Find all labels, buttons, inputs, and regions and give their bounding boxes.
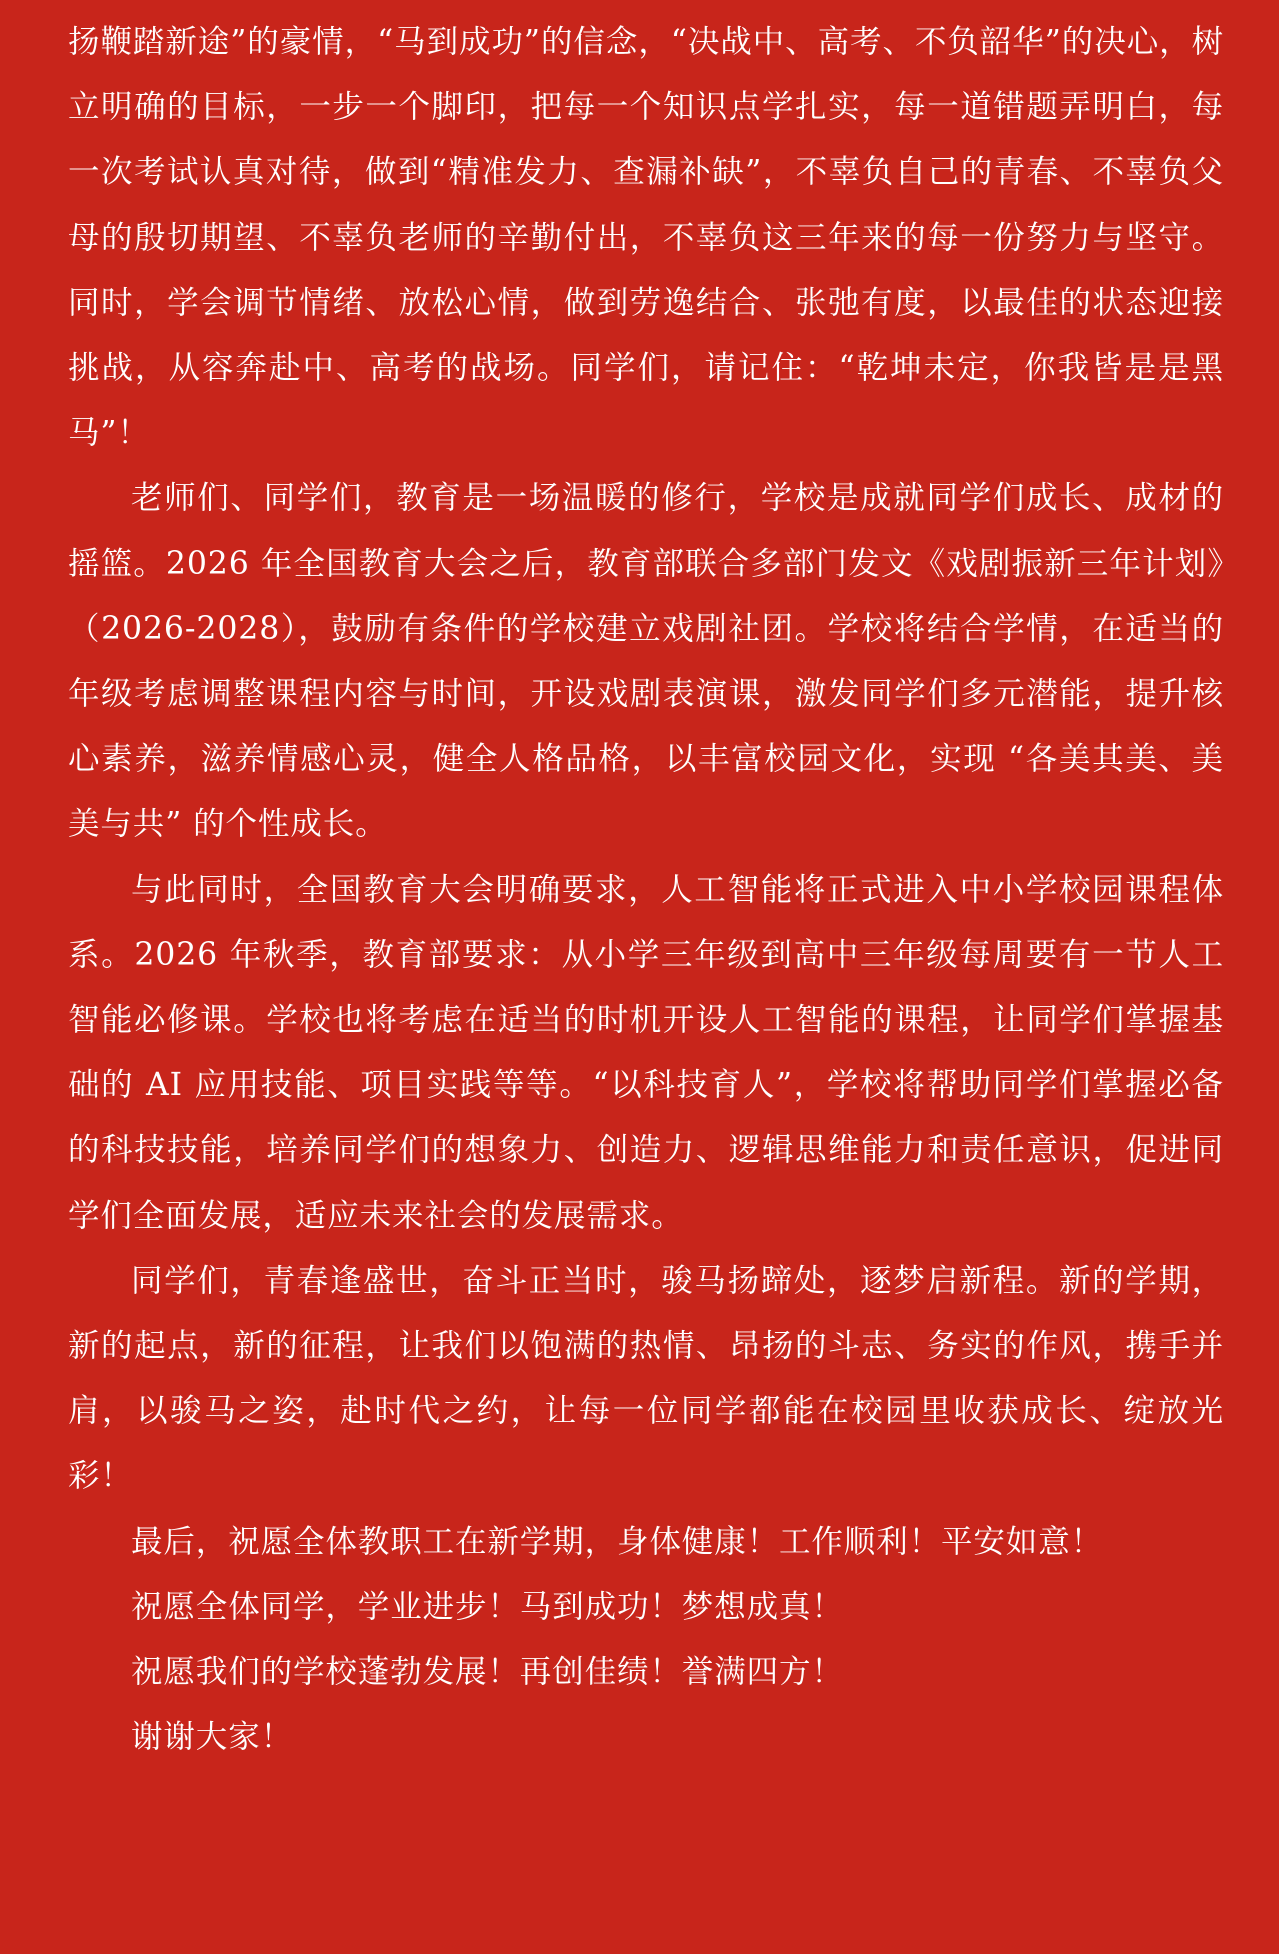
paragraph-wish-school: 祝愿我们的学校蓬勃发展！再创佳绩！誉满四方！ <box>131 1654 844 1691</box>
paragraph-drama-plan: 老师们、同学们，教育是一场温暖的修行，学校是成就同学们成长、成材的摇篮。2026 年全国教育大会之后，教育部联合多部门发文《戏剧振新三年计划》（2026-2028），鼓励有条件的学校建立戏剧社团。学校将结合学情，在适当的年级考虑调整课程内容与时间，开设戏剧表演课，激发同学们多元潜能，提升核心素养，滋养情感心灵，健全人格品格，以丰富校园文化，实现 “各美其美、美美与共” 的个性成长。 <box>68 480 1224 843</box>
paragraph-resolve: 扬鞭踏新途”的豪情，“马到成功”的信念，“决战中、高考、不负韶华”的决心，树立明确的目标，一步一个脚印，把每一个知识点学扎实，每一道错题弄明白，每一次考试认真对待，做到“精准发力、查漏补缺”，不辜负自己的青春、不辜负父母的殷切期望、不辜负老师的辛勤付出，不辜负这三年来的每一份努力与坚守。同时，学会调节情绪、放松心情，做到劳逸结合、张弛有度，以最佳的状态迎接挑战，从容奔赴中、高考的战场。同学们，请记住：“乾坤未定，你我皆是是黑马”！ <box>68 24 1224 452</box>
paragraph-thanks: 谢谢大家！ <box>131 1719 294 1756</box>
paragraph-new-semester: 同学们，青春逢盛世，奋斗正当时，骏马扬蹄处，逐梦启新程。新的学期，新的起点，新的征程，让我们以饱满的热情、昂扬的斗志、务实的作风，携手并肩，以骏马之姿，赴时代之约，让每一位同学都能在校园里收获成长、绽放光彩！ <box>68 1262 1224 1495</box>
paragraph-ai-curriculum: 与此同时，全国教育大会明确要求，人工智能将正式进入中小学校园课程体系。2026 年秋季，教育部要求：从小学三年级到高中三年级每周要有一节人工智能必修课。学校也将考虑在适当的时机开设人工智能的课程，让同学们掌握基础的 AI 应用技能、项目实践等等。“以科技育人”，学校将帮助同学们掌握必备的科技技能，培养同学们的想象力、创造力、逻辑思维能力和责任意识，促进同学们全面发展，适应未来社会的发展需求。 <box>68 871 1224 1234</box>
paragraph-wish-students: 祝愿全体同学，学业进步！马到成功！梦想成真！ <box>131 1588 844 1625</box>
speech-body <box>68 10 1224 1770</box>
paragraph-wish-staff: 最后，祝愿全体教职工在新学期，身体健康！工作顺利！平安如意！ <box>131 1523 1104 1560</box>
